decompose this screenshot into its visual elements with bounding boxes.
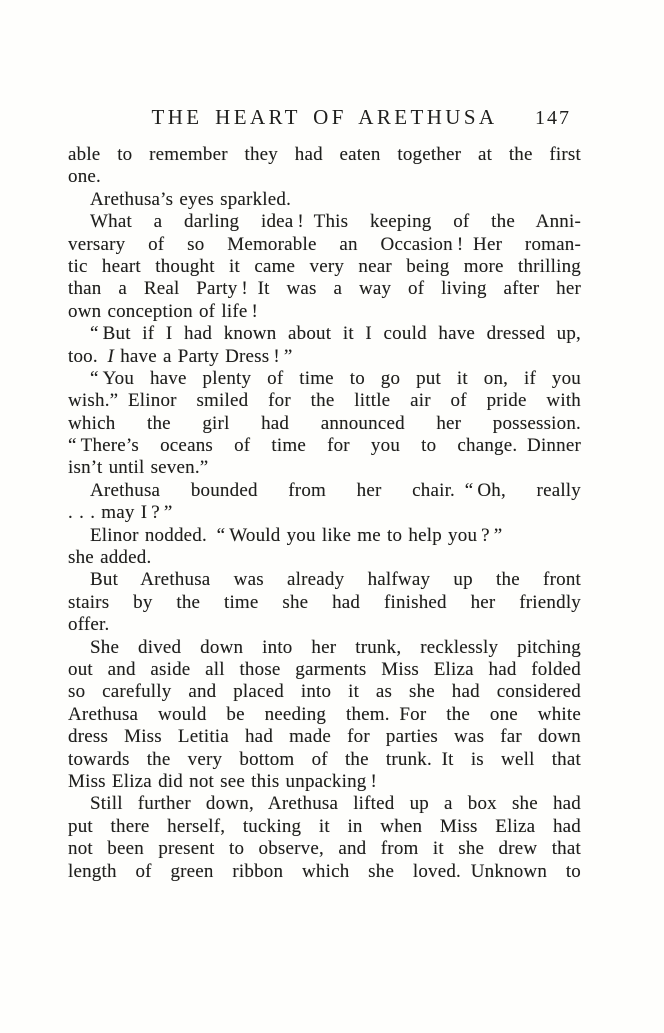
text-line — [68, 166, 581, 188]
text-line — [68, 816, 581, 838]
text-line — [68, 861, 581, 883]
text-line — [68, 502, 581, 524]
text-line — [68, 346, 581, 368]
text-segment: own conception of life ! — [68, 300, 259, 322]
text-segment: “ There’s oceans of time for you to change. Dinner — [68, 435, 581, 457]
text-segment: stairs by the time she had finished her friendly — [68, 591, 581, 613]
text-segment: have a Party Dress ! ” — [114, 345, 293, 367]
text-line — [68, 749, 581, 771]
text-segment: too. — [68, 345, 108, 367]
text-segment: length of green ribbon which she loved. Unknown to — [68, 860, 581, 882]
text-line — [68, 704, 581, 726]
text-line — [68, 525, 581, 547]
text-segment: “ You have plenty of time to go put it on, if you — [90, 367, 581, 389]
text-segment-italic: I — [107, 345, 115, 367]
text-segment: not been present to observe, and from it she drew that — [68, 838, 581, 860]
running-head-title: THE HEART OF ARETHUSA — [151, 105, 498, 129]
text-line — [68, 413, 581, 435]
text-segment: What a darling idea ! This keeping of the Anni- — [90, 211, 581, 233]
text-line — [68, 189, 581, 211]
text-line — [68, 726, 581, 748]
text-segment: wish.” Elinor smiled for the little air of pride with — [68, 390, 581, 412]
text-segment: she added. — [68, 547, 152, 569]
text-segment: able to remember they had eaten together at the first — [68, 144, 581, 165]
text-segment: so carefully and placed into it as she had considered — [68, 681, 581, 703]
text-line — [68, 323, 581, 345]
text-line — [68, 637, 581, 659]
text-line — [68, 681, 581, 703]
page-content — [68, 105, 581, 883]
running-head — [68, 105, 581, 129]
text-line — [68, 301, 581, 323]
text-line — [68, 234, 581, 256]
text-line — [68, 390, 581, 412]
text-segment: But Arethusa was already halfway up the front — [90, 569, 581, 591]
text-segment: one. — [68, 166, 101, 188]
text-line — [68, 614, 581, 636]
text-segment: which the girl had announced her possession. — [68, 412, 581, 434]
text-block — [68, 144, 581, 883]
text-line — [68, 592, 581, 614]
text-line — [68, 838, 581, 860]
text-segment: put there herself, tucking it in when Miss Eliza had — [68, 815, 581, 837]
page-number: 147 — [535, 107, 571, 129]
text-segment: Elinor nodded. “ Would you like me to help you ? ” — [90, 524, 503, 546]
text-segment: offer. — [68, 614, 110, 636]
text-line — [68, 435, 581, 457]
text-segment: Arethusa would be needing them. For the one white — [68, 703, 581, 725]
text-line — [68, 457, 581, 479]
text-line — [68, 211, 581, 233]
text-segment: dress Miss Letitia had made for parties was far down — [68, 726, 581, 748]
text-segment: tic heart thought it came very near being more thrilling — [68, 255, 581, 277]
text-segment: Arethusa’s eyes sparkled. — [90, 188, 292, 210]
text-line — [68, 368, 581, 390]
text-line — [68, 256, 581, 278]
text-segment: Arethusa bounded from her chair. “ Oh, really — [90, 479, 581, 501]
text-line — [68, 278, 581, 300]
text-segment: than a Real Party ! It was a way of living after her — [68, 278, 581, 300]
text-line — [68, 569, 581, 591]
text-segment: versary of so Memorable an Occasion ! Her roman- — [68, 233, 581, 255]
text-segment: “ But if I had known about it I could have dressed up, — [90, 323, 581, 345]
text-line — [68, 547, 581, 569]
text-segment: Still further down, Arethusa lifted up a box she had — [90, 793, 581, 815]
text-segment: isn’t until seven.” — [68, 457, 209, 479]
text-segment: out and aside all those garments Miss Eliza had folded — [68, 658, 581, 680]
text-line — [68, 144, 581, 166]
text-line — [68, 771, 581, 793]
text-line — [68, 793, 581, 815]
text-line — [68, 659, 581, 681]
text-segment: She dived down into her trunk, recklessly pitching — [90, 636, 581, 658]
text-line — [68, 480, 581, 502]
text-segment: Miss Eliza did not see this unpacking ! — [68, 770, 378, 792]
text-segment: . . . may I ? ” — [68, 502, 173, 524]
text-segment: towards the very bottom of the trunk. It is well that — [68, 748, 581, 770]
